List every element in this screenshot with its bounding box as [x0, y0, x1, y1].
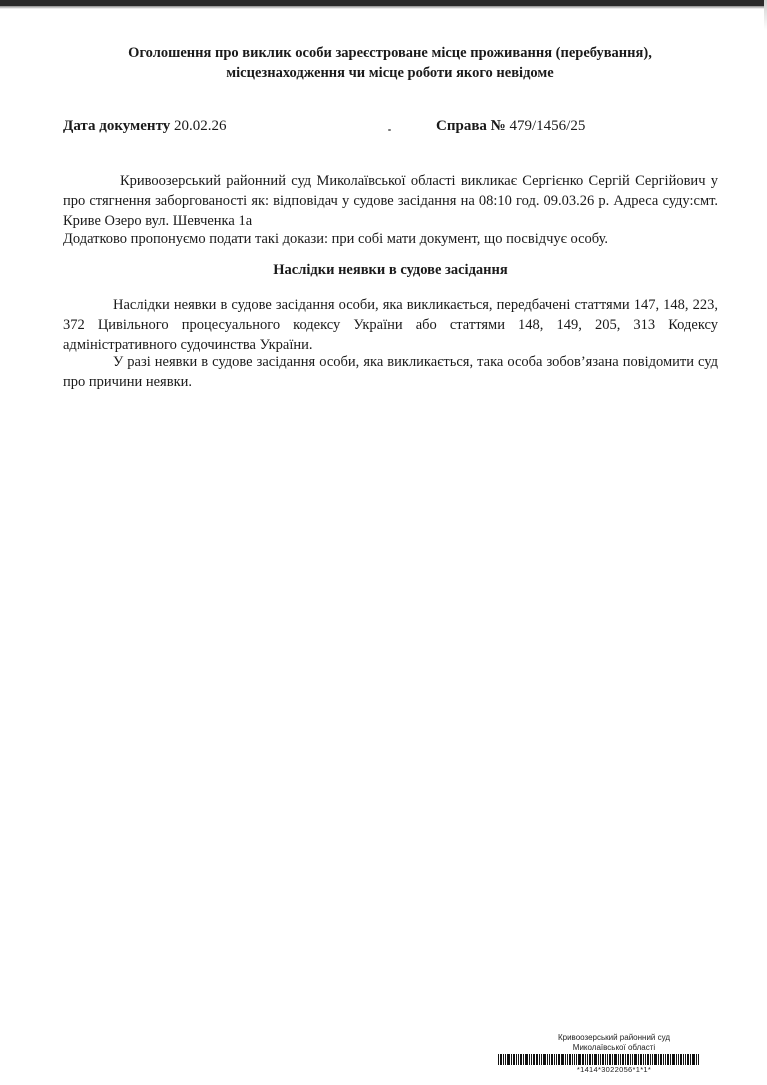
barcode-bar	[643, 1054, 644, 1065]
barcode-bar	[672, 1054, 675, 1065]
barcode-bar	[503, 1054, 504, 1065]
barcode-bar	[569, 1054, 571, 1065]
barcode-bar	[541, 1054, 542, 1065]
case-number-label: Справа №	[436, 118, 506, 134]
barcode-bar	[683, 1054, 684, 1065]
barcode-bar	[594, 1054, 597, 1065]
barcode-bar	[511, 1054, 512, 1065]
barcode-bar	[665, 1054, 666, 1065]
barcode-bar	[589, 1054, 591, 1065]
barcode-bar	[667, 1054, 669, 1065]
barcode-bar	[602, 1054, 604, 1065]
summons-paragraph: Кривоозерський районний суд Миколаївської області викликає Сергієнко Сергій Сергійович у про стягнення заборгованості як: відповідач у судове засідання на 08:10 год. 09.03.26 р. Адреса суду:смт. Криве Озеро вул. Шевченка 1а	[63, 173, 718, 229]
case-number-value: 479/1456/25	[509, 118, 586, 134]
document-title-line-1: Оголошення про виклик особи зареєстроване місце проживання (перебування),	[128, 45, 652, 61]
stamp-court-line-2: Миколаївської області	[572, 1043, 656, 1052]
barcode-bar	[547, 1054, 548, 1065]
barcode-bar	[600, 1054, 601, 1065]
barcode-bar	[585, 1054, 586, 1065]
barcode-bar	[650, 1054, 651, 1065]
scan-speck	[388, 129, 391, 131]
barcode-bar	[638, 1054, 639, 1065]
barcode-bar	[663, 1054, 664, 1065]
document-title	[60, 43, 720, 83]
barcode-bar	[640, 1054, 642, 1065]
barcode-bar	[622, 1054, 624, 1065]
barcode-bar	[660, 1054, 662, 1065]
evidence-paragraph: Додатково пропонуємо подати такі докази: при собі мати документ, що посвідчує особу.	[63, 231, 609, 247]
barcode-bar	[565, 1054, 566, 1065]
barcode-bar	[652, 1054, 653, 1065]
barcode-bar	[498, 1054, 499, 1065]
barcode-bar	[543, 1054, 546, 1065]
barcode-bar	[516, 1054, 517, 1065]
barcode-bar	[625, 1054, 626, 1065]
barcode-bar	[578, 1054, 581, 1065]
barcode-bar	[647, 1054, 649, 1065]
barcode-bar	[529, 1054, 530, 1065]
barcode-bar	[670, 1054, 671, 1065]
barcode-bar	[614, 1054, 617, 1065]
barcode-bar	[678, 1054, 679, 1065]
document-date-value: 20.02.26	[174, 118, 227, 134]
barcode	[498, 1054, 730, 1065]
barcode-bar	[692, 1054, 695, 1065]
document-title-line-2: місцезнаходження чи місце роботи якого невідоме	[226, 65, 554, 81]
barcode-bar	[630, 1054, 631, 1065]
barcode-bar	[592, 1054, 593, 1065]
barcode-bar	[554, 1054, 555, 1065]
barcode-bar	[523, 1054, 524, 1065]
barcode-bar	[690, 1054, 691, 1065]
barcode-bar	[556, 1054, 557, 1065]
barcode-bar	[558, 1054, 560, 1065]
barcode-text: *1414*3022056*1*1*	[576, 1065, 652, 1074]
barcode-bar	[634, 1054, 637, 1065]
barcode-bar	[574, 1054, 575, 1065]
barcode-bar	[576, 1054, 577, 1065]
barcode-bar	[520, 1054, 522, 1065]
stamp-court-name	[498, 1033, 730, 1053]
document-date	[63, 118, 227, 135]
consequences-paragraph: Наслідки неявки в судове засідання особи, яка викликається, передбачені статтями 147, 148, 223, 372 Цивільного процесуального кодексу України або статтями 148, 149, 205, 313 Кодексу адміністративного судочинства України.	[63, 297, 718, 353]
obligation-paragraph: У разі неявки в судове засідання особи, яка викликається, така особа зобов’язана повідомити суд про причини неявки.	[63, 354, 718, 390]
barcode-bar	[561, 1054, 564, 1065]
barcode-bar	[696, 1054, 697, 1065]
scan-edge-shadow	[0, 6, 767, 9]
barcode-bar	[687, 1054, 689, 1065]
barcode-bar	[612, 1054, 613, 1065]
barcode-bar	[507, 1054, 510, 1065]
barcode-bar	[518, 1054, 519, 1065]
barcode-bar	[658, 1054, 659, 1065]
barcode-bar	[620, 1054, 621, 1065]
barcode-bar	[676, 1054, 677, 1065]
barcode-bar	[549, 1054, 550, 1065]
barcode-bar	[654, 1054, 657, 1065]
document-date-label: Дата документу	[63, 118, 171, 134]
barcode-bar	[680, 1054, 682, 1065]
barcode-bar	[605, 1054, 606, 1065]
case-number	[436, 118, 585, 135]
barcode-bar	[627, 1054, 629, 1065]
barcode-bar	[500, 1054, 502, 1065]
barcode-bar	[685, 1054, 686, 1065]
court-registration-stamp	[498, 1033, 730, 1074]
barcode-bar	[539, 1054, 540, 1065]
barcode-bar	[551, 1054, 553, 1065]
barcode-bar	[607, 1054, 608, 1065]
barcode-bar	[567, 1054, 568, 1065]
barcode-bar	[582, 1054, 584, 1065]
consequences-heading: Наслідки неявки в судове засідання	[273, 262, 508, 278]
barcode-bar	[572, 1054, 573, 1065]
barcode-bar	[525, 1054, 528, 1065]
barcode-bar	[645, 1054, 646, 1065]
barcode-bar	[618, 1054, 619, 1065]
stamp-court-line-1: Кривоозерський районний суд	[557, 1033, 671, 1042]
barcode-bar	[698, 1054, 699, 1065]
barcode-bar	[609, 1054, 611, 1065]
barcode-bar	[598, 1054, 599, 1065]
barcode-bar	[513, 1054, 515, 1065]
barcode-bar	[505, 1054, 506, 1065]
barcode-bar	[536, 1054, 538, 1065]
barcode-bar	[531, 1054, 532, 1065]
barcode-bar	[587, 1054, 588, 1065]
barcode-bar	[632, 1054, 633, 1065]
barcode-bar	[533, 1054, 535, 1065]
